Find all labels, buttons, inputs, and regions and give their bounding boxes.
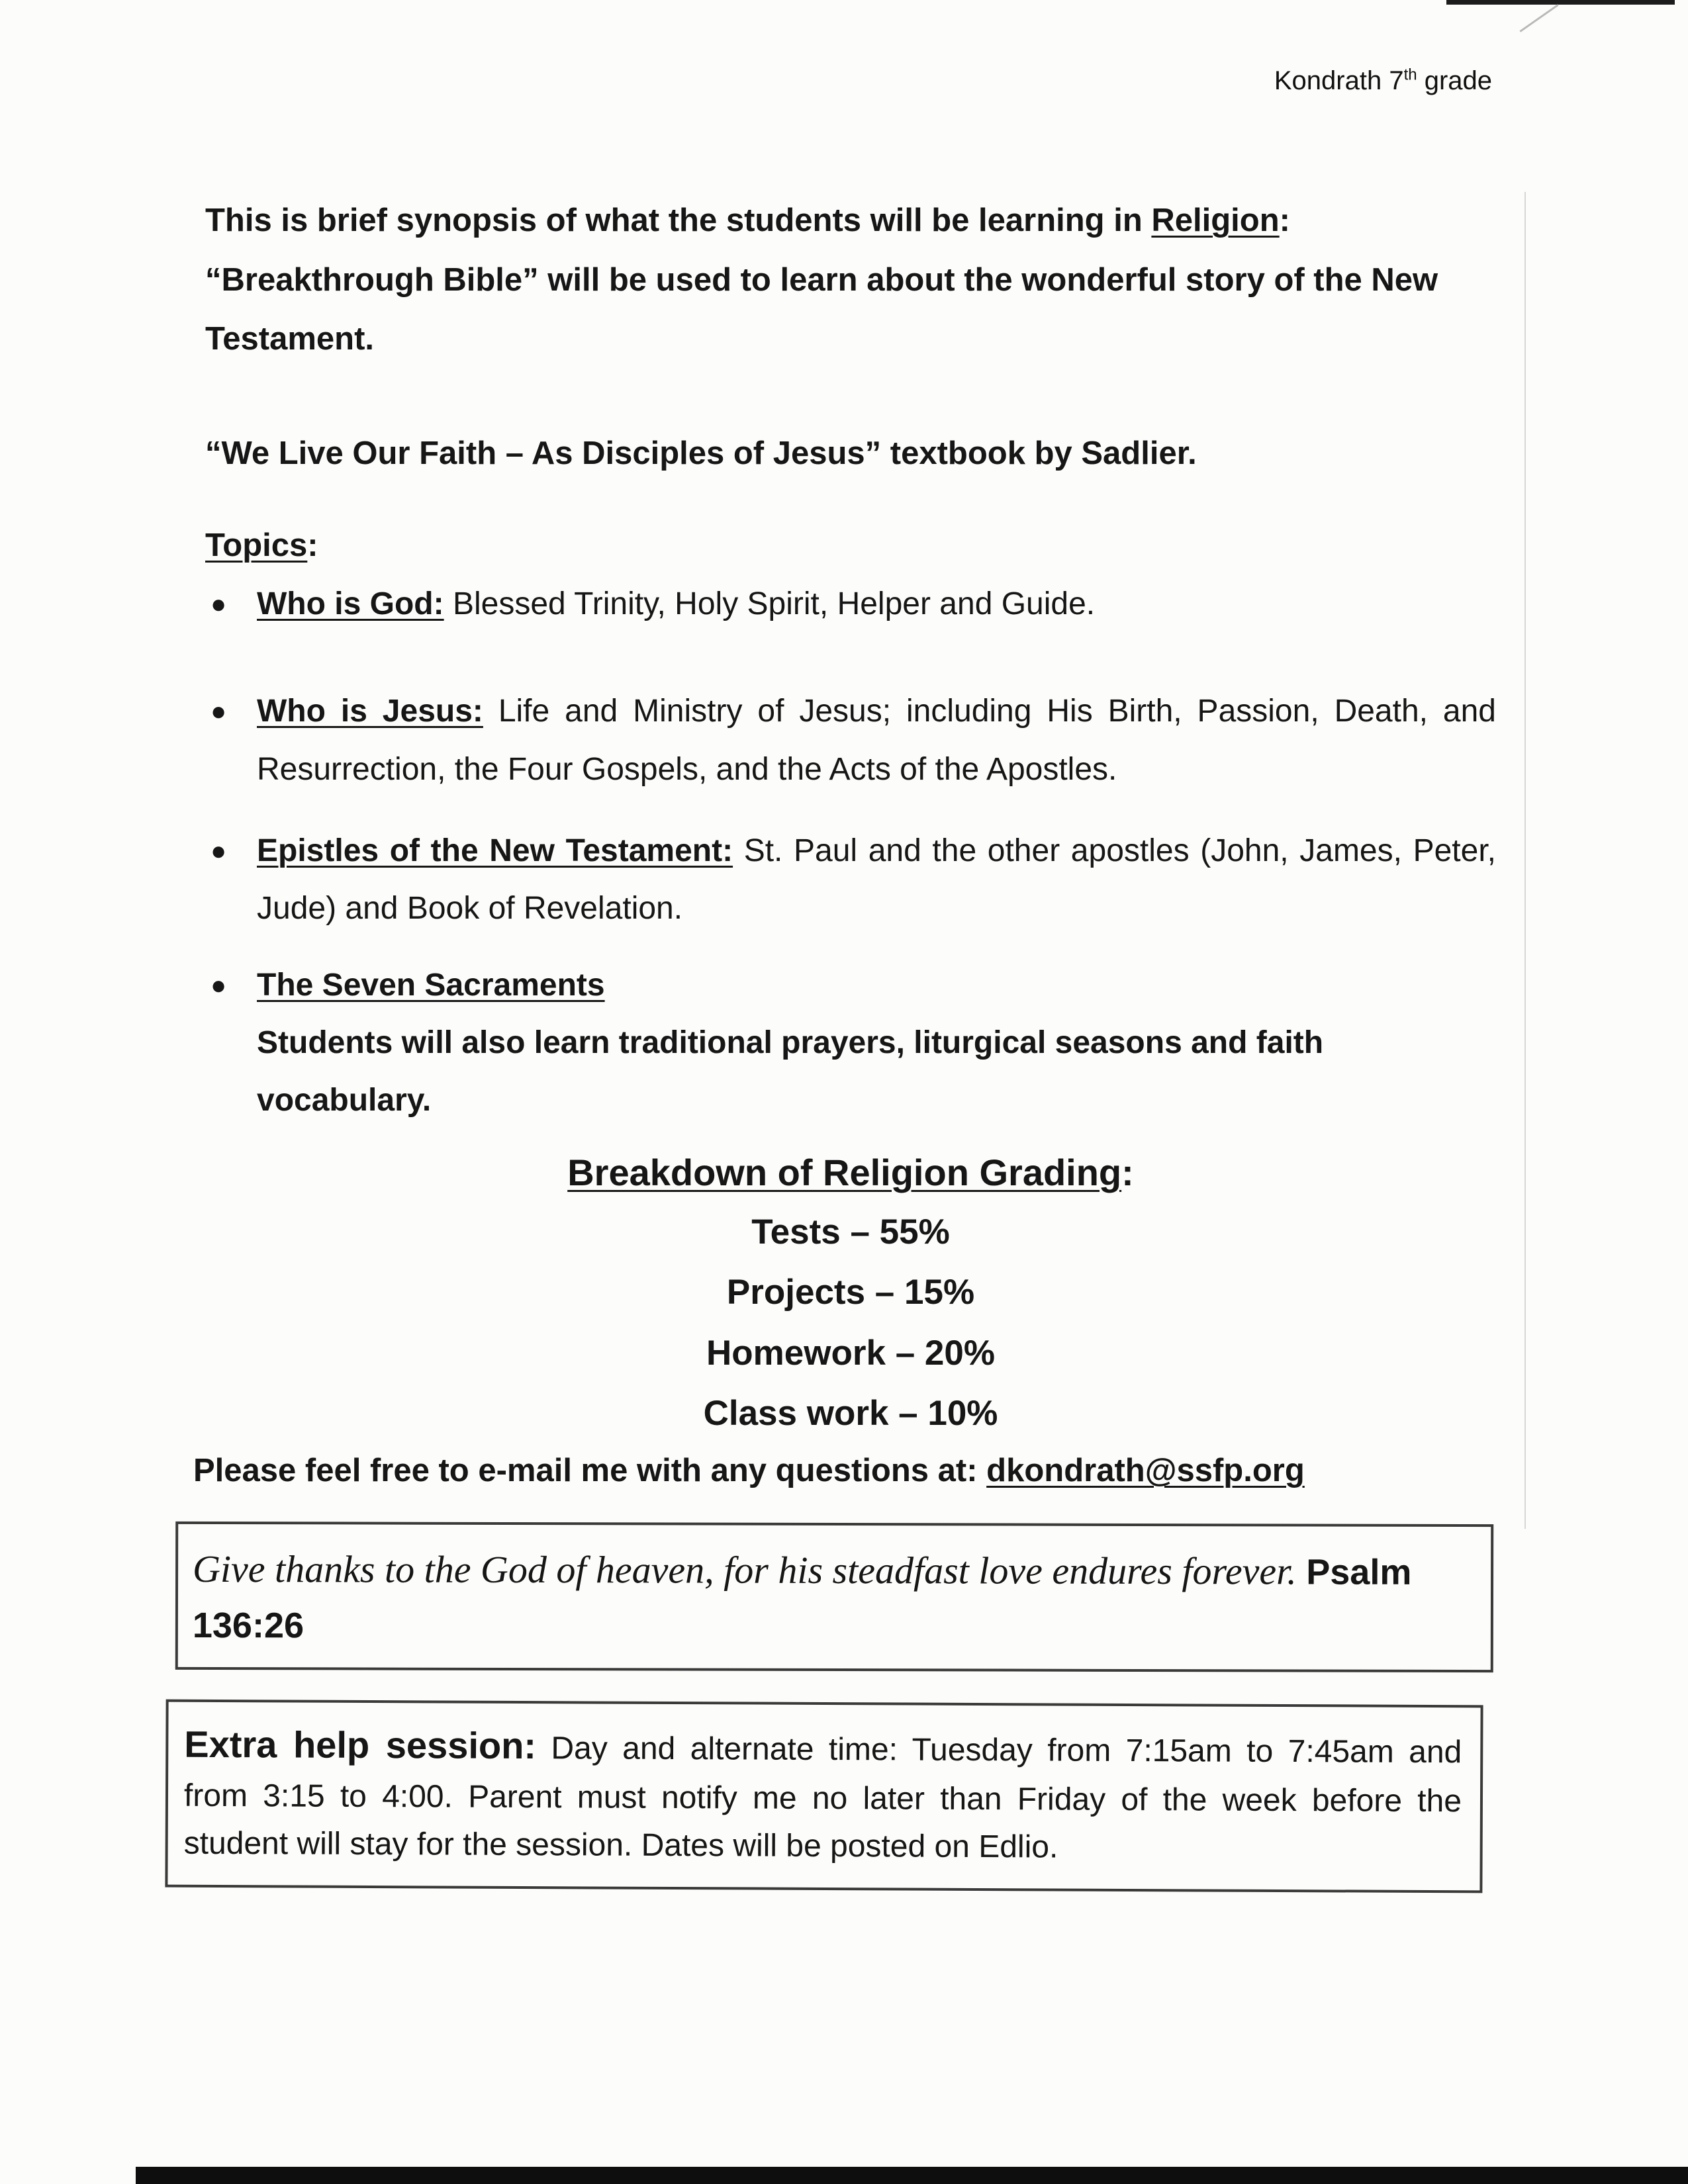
topic-item-body bbox=[257, 575, 1496, 633]
grading-section bbox=[205, 1143, 1496, 1443]
intro-text-before: This is brief synopsis of what the students will be learning in bbox=[205, 203, 1152, 239]
topics-heading-word: Topics bbox=[205, 527, 308, 564]
psalm-quote-text: Give thanks to the God of heaven, for his steadfast love endures forever. bbox=[193, 1547, 1307, 1593]
topic-title: Who is God: bbox=[257, 586, 444, 622]
header-name: Kondrath 7 bbox=[1274, 66, 1404, 96]
document-body bbox=[0, 191, 1688, 1496]
grading-heading-text: Breakdown of Religion Grading bbox=[567, 1151, 1122, 1193]
intro-paragraph bbox=[205, 191, 1496, 369]
topics-heading bbox=[205, 516, 1496, 575]
topic-title: Who is Jesus: bbox=[257, 694, 483, 729]
topics-heading-colon: : bbox=[307, 527, 318, 564]
header-ordinal-suffix: th bbox=[1403, 66, 1417, 84]
header-author-grade bbox=[1274, 66, 1492, 95]
intro-colon: : bbox=[1279, 203, 1290, 239]
topic-item-body bbox=[257, 822, 1496, 938]
textbook-line: “We Live Our Faith – As Disciples of Jesus” textbook by Sadlier. bbox=[205, 435, 1197, 471]
topic-title-line bbox=[257, 956, 1496, 1014]
bullet-icon: ● bbox=[211, 697, 227, 727]
extra-help-title: Extra help session: bbox=[184, 1723, 537, 1766]
topic-title: The Seven Sacraments bbox=[257, 967, 605, 1003]
topic-item-who-is-jesus bbox=[205, 682, 1496, 798]
grading-line-homework: Homework – 20% bbox=[706, 1333, 995, 1373]
topic-item-body bbox=[257, 682, 1496, 798]
extra-help-box bbox=[165, 1699, 1483, 1893]
scan-artifact-bottom-bar bbox=[136, 2167, 1688, 2184]
grading-line-projects: Projects – 15% bbox=[726, 1273, 975, 1312]
bullet-icon: ● bbox=[211, 836, 227, 866]
grading-heading-colon: : bbox=[1121, 1151, 1134, 1193]
topic-text-line: Students will also learn traditional prayers, liturgical seasons and faith vocabulary. bbox=[257, 1024, 1324, 1118]
intro-text-rest: “Breakthrough Bible” will be used to learn about the wonderful story of the New Testament. bbox=[205, 261, 1438, 357]
topic-item-who-is-god bbox=[205, 575, 1496, 633]
contact-text: Please feel free to e-mail me with any questions at: bbox=[193, 1452, 987, 1488]
topic-text: Life and Ministry of Jesus; including His Birth, Passion, Death, and Resurrection, the Four Gospels, and the Acts of the Apostles. bbox=[257, 694, 1497, 787]
page-header bbox=[0, 0, 1688, 96]
psalm-reference: Psalm 136:26 bbox=[192, 1552, 1412, 1646]
topic-title: Epistles of the New Testament: bbox=[257, 833, 733, 868]
scan-artifact-top-line bbox=[1446, 0, 1675, 5]
header-grade: grade bbox=[1417, 66, 1492, 96]
topic-text: St. Paul and the other apostles (John, James, Peter, Jude) and Book of Revelation. bbox=[257, 833, 1496, 927]
contact-line bbox=[193, 1445, 1496, 1496]
topic-text: Blessed Trinity, Holy Spirit, Helper and Guide. bbox=[444, 586, 1096, 622]
topic-item-sacraments bbox=[205, 956, 1496, 1130]
grading-line-classwork: Class work – 10% bbox=[703, 1393, 998, 1433]
bullet-icon: ● bbox=[211, 590, 227, 619]
psalm-quote-box bbox=[175, 1522, 1493, 1672]
topic-item-body bbox=[257, 956, 1496, 1130]
topic-item-epistles bbox=[205, 822, 1496, 938]
grading-heading bbox=[205, 1143, 1496, 1203]
email-link[interactable]: dkondrath@ssfp.org bbox=[986, 1452, 1305, 1488]
extra-help-text: Day and alternate time: Tuesday from 7:15am to 7:45am and from 3:15 to 4:00. Parent must notify me no later than Friday of the week before the student will stay for the session. Dates will be posted on Edlio. bbox=[183, 1730, 1462, 1865]
scan-artifact-right-streak bbox=[1524, 192, 1526, 1529]
grading-line-tests: Tests – 55% bbox=[751, 1212, 950, 1252]
bullet-icon: ● bbox=[211, 970, 227, 1000]
religion-underlined-word: Religion bbox=[1151, 203, 1280, 239]
